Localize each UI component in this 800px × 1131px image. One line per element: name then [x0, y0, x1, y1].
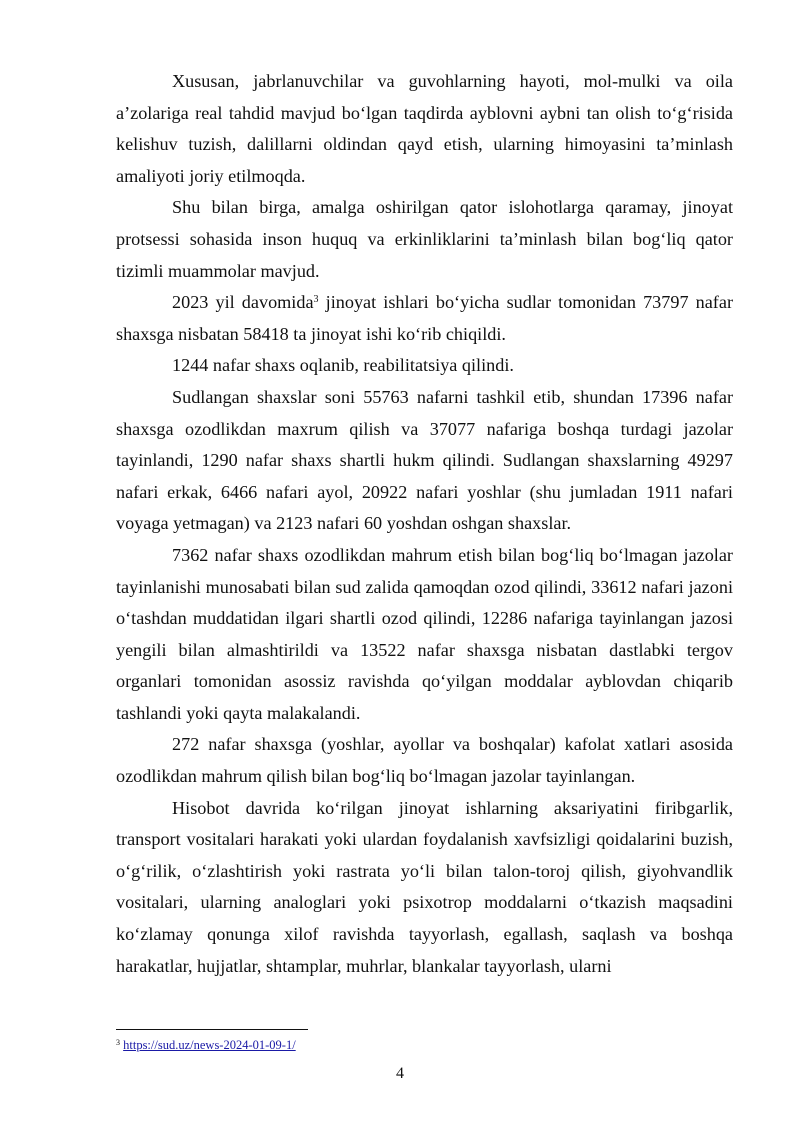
- paragraph-1: Xususan, jabrlanuvchilar va guvohlarning hayoti, mol-mulki va oila a’zolariga real tahdid mavjud bo‘lgan taqdirda ayblovni aybni tan olish to‘g‘risida kelishuv tuzish, dalillarni oldindan qayd etish, ularning himoyasini ta’minlash amaliyoti joriy etilmoqda.: [116, 71, 733, 186]
- paragraph-8: Hisobot davrida ko‘rilgan jinoyat ishlarning aksariyatini firibgarlik, transport vositalari harakati yoki ulardan foydalanish xavfsizligi qoidalarini buzish, o‘g‘rilik, o‘zlashtirish yoki rastrata yo‘li bilan talon-toroj qilish, giyohvandlik vositalari, ularning analoglari yoki psixotrop moddalarni o‘tkazish maqsadini ko‘zlamay qonunga xilof ravishda tayyorlash, egallash, saqlash va boshqa harakatlar, hujjatlar, shtamplar, muhrlar, blankalar tayyorlash, ularni: [116, 797, 733, 976]
- footnote-link[interactable]: https://sud.uz/news-2024-01-09-1/: [123, 1038, 296, 1052]
- paragraph-6: 7362 nafar shaxs ozodlikdan mahrum etish bilan bog‘liq bo‘lmagan jazolar tayinlanishi munosabati bilan sud zalida qamoqdan ozod qilindi, 33612 nafari jazoni o‘tashdan muddatidan ilgari shartli ozod qilindi, 12286 nafariga tayinlangan jazosi yengili bilan almashtirildi va 13522 nafar shaxsga nisbatan dastlabki tergov organlari tomonidan asossiz ravishda qo‘yilgan moddalar ayblovdan chiqarib tashlandi yoki qayta malakalandi.: [116, 544, 733, 723]
- paragraph-2: Shu bilan birga, amalga oshirilgan qator islohotlarga qaramay, jinoyat protsessi sohasida inson huquq va erkinliklarini ta’minlash bilan bog‘liq qator tizimli muammolar mavjud.: [116, 197, 733, 281]
- paragraph-4: 1244 nafar shaxs oqlanib, reabilitatsiya qilindi.: [172, 355, 514, 376]
- document-body: [116, 66, 733, 982]
- paragraph-3-end: jinoyat ishlari bo‘yicha sudlar tomonidan 73797 nafar shaxsga nisbatan 58418 ta jinoyat ishi ko‘rib chiqildi.: [116, 292, 733, 344]
- footnote-marker: 3: [116, 1038, 120, 1047]
- footnote: [116, 1037, 296, 1053]
- footnote-reference[interactable]: 3: [313, 294, 319, 306]
- paragraph-3: [116, 287, 733, 350]
- paragraph-7: 272 nafar shaxsga (yoshlar, ayollar va boshqalar) kafolat xatlari asosida ozodlikdan mahrum qilish bilan bog‘liq bo‘lmagan jazolar tayinlangan.: [116, 734, 733, 787]
- page-number: 4: [396, 1065, 404, 1082]
- paragraph-3-start: 2023 yil davomida: [172, 292, 314, 313]
- paragraph-5: Sudlangan shaxslar soni 55763 nafarni tashkil etib, shundan 17396 nafar shaxsga ozodlikdan maxrum qilish va 37077 nafariga boshqa turdagi jazolar tayinlandi, 1290 nafar shaxs shartli hukm qilindi. Sudlangan shaxslarning 49297 nafari erkak, 6466 nafari ayol, 20922 nafari yoshlar (shu jumladan 1911 nafari voyaga yetmagan) va 2123 nafari 60 yoshdan oshgan shaxslar.: [116, 386, 733, 534]
- footnote-separator: [116, 1029, 308, 1030]
